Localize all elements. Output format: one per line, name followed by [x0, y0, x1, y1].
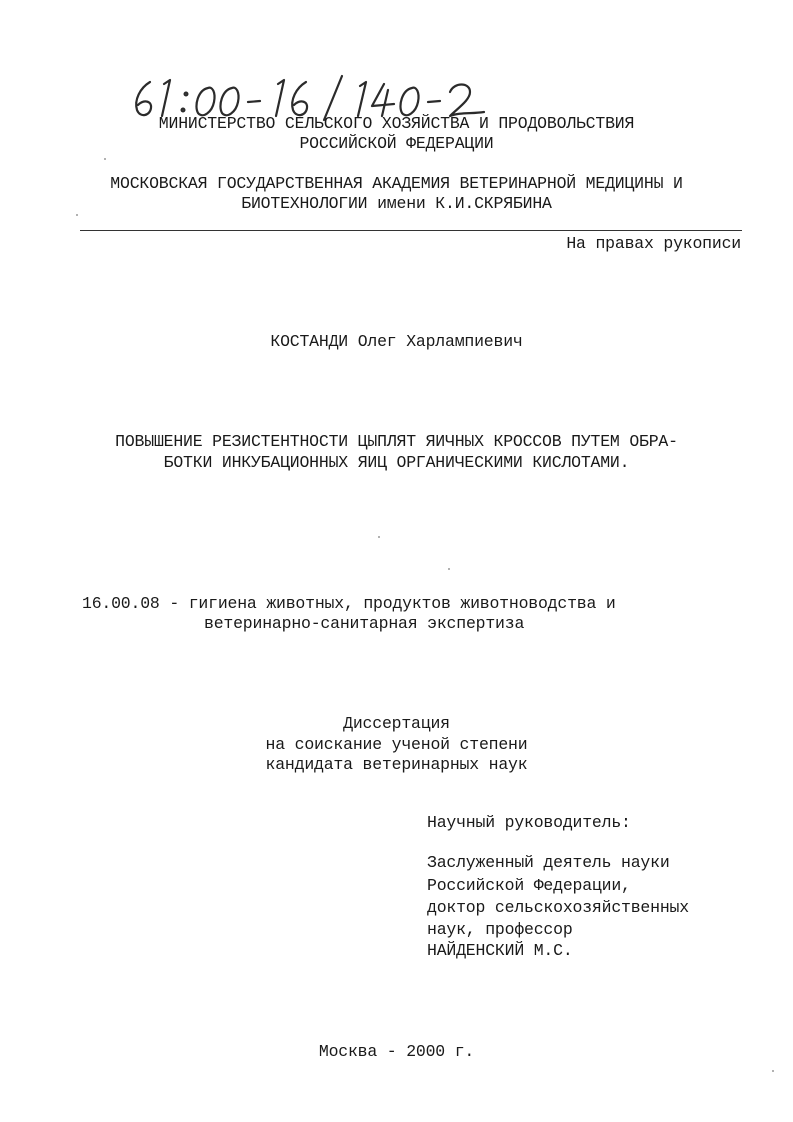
supervisor-line-1: Заслуженный деятель науки [427, 853, 670, 872]
place-and-year: Москва - 2000 г. [318, 1042, 475, 1061]
academy-line-2: БИОТЕХНОЛОГИИ имени К.И.СКРЯБИНА [241, 194, 552, 213]
ministry-line-2: РОССИЙСКОЙ ФЕДЕРАЦИИ [299, 134, 494, 153]
supervisor-name: НАЙДЕНСКИЙ М.С. [427, 941, 573, 960]
scan-speck [378, 536, 380, 538]
ministry-line-1: МИНИСТЕРСТВО СЕЛЬСКОГО ХОЗЯЙСТВА И ПРОДОВОЛЬСТВИЯ [158, 114, 635, 133]
supervisor-line-2: Российской Федерации, [427, 876, 631, 895]
manuscript-note: На правах рукописи [566, 234, 741, 253]
dissertation-label: Диссертация [343, 714, 450, 733]
scan-speck [104, 158, 106, 160]
academy-line-1: МОСКОВСКАЯ ГОСУДАРСТВЕННАЯ АКАДЕМИЯ ВЕТЕРИНАРНОЙ МЕДИЦИНЫ И [110, 174, 683, 193]
supervisor-line-4: наук, профессор [427, 920, 573, 939]
supervisor-line-3: доктор сельскохозяйственных [427, 898, 689, 917]
scan-speck [448, 568, 450, 570]
degree-line-1: на соискание ученой степени [265, 735, 528, 754]
specialty-line-1: 16.00.08 - гигиена животных, продуктов животноводства и [82, 594, 616, 613]
supervisor-heading: Научный руководитель: [427, 813, 631, 832]
scan-speck [76, 214, 78, 216]
specialty-line-2: ветеринарно-санитарная экспертиза [204, 614, 525, 633]
degree-line-2: кандидата ветеринарных наук [265, 755, 528, 774]
header-rule [80, 230, 742, 231]
author-name: КОСТАНДИ Олег Харлампиевич [270, 332, 523, 351]
dissertation-title-line-2: БОТКИ ИНКУБАЦИОННЫХ ЯИЦ ОРГАНИЧЕСКИМИ КИСЛОТАМИ. [163, 453, 630, 472]
scan-speck [772, 1070, 774, 1072]
dissertation-title-line-1: ПОВЫШЕНИЕ РЕЗИСТЕНТНОСТИ ЦЫПЛЯТ ЯИЧНЫХ КРОССОВ ПУТЕМ ОБРА- [115, 432, 678, 451]
